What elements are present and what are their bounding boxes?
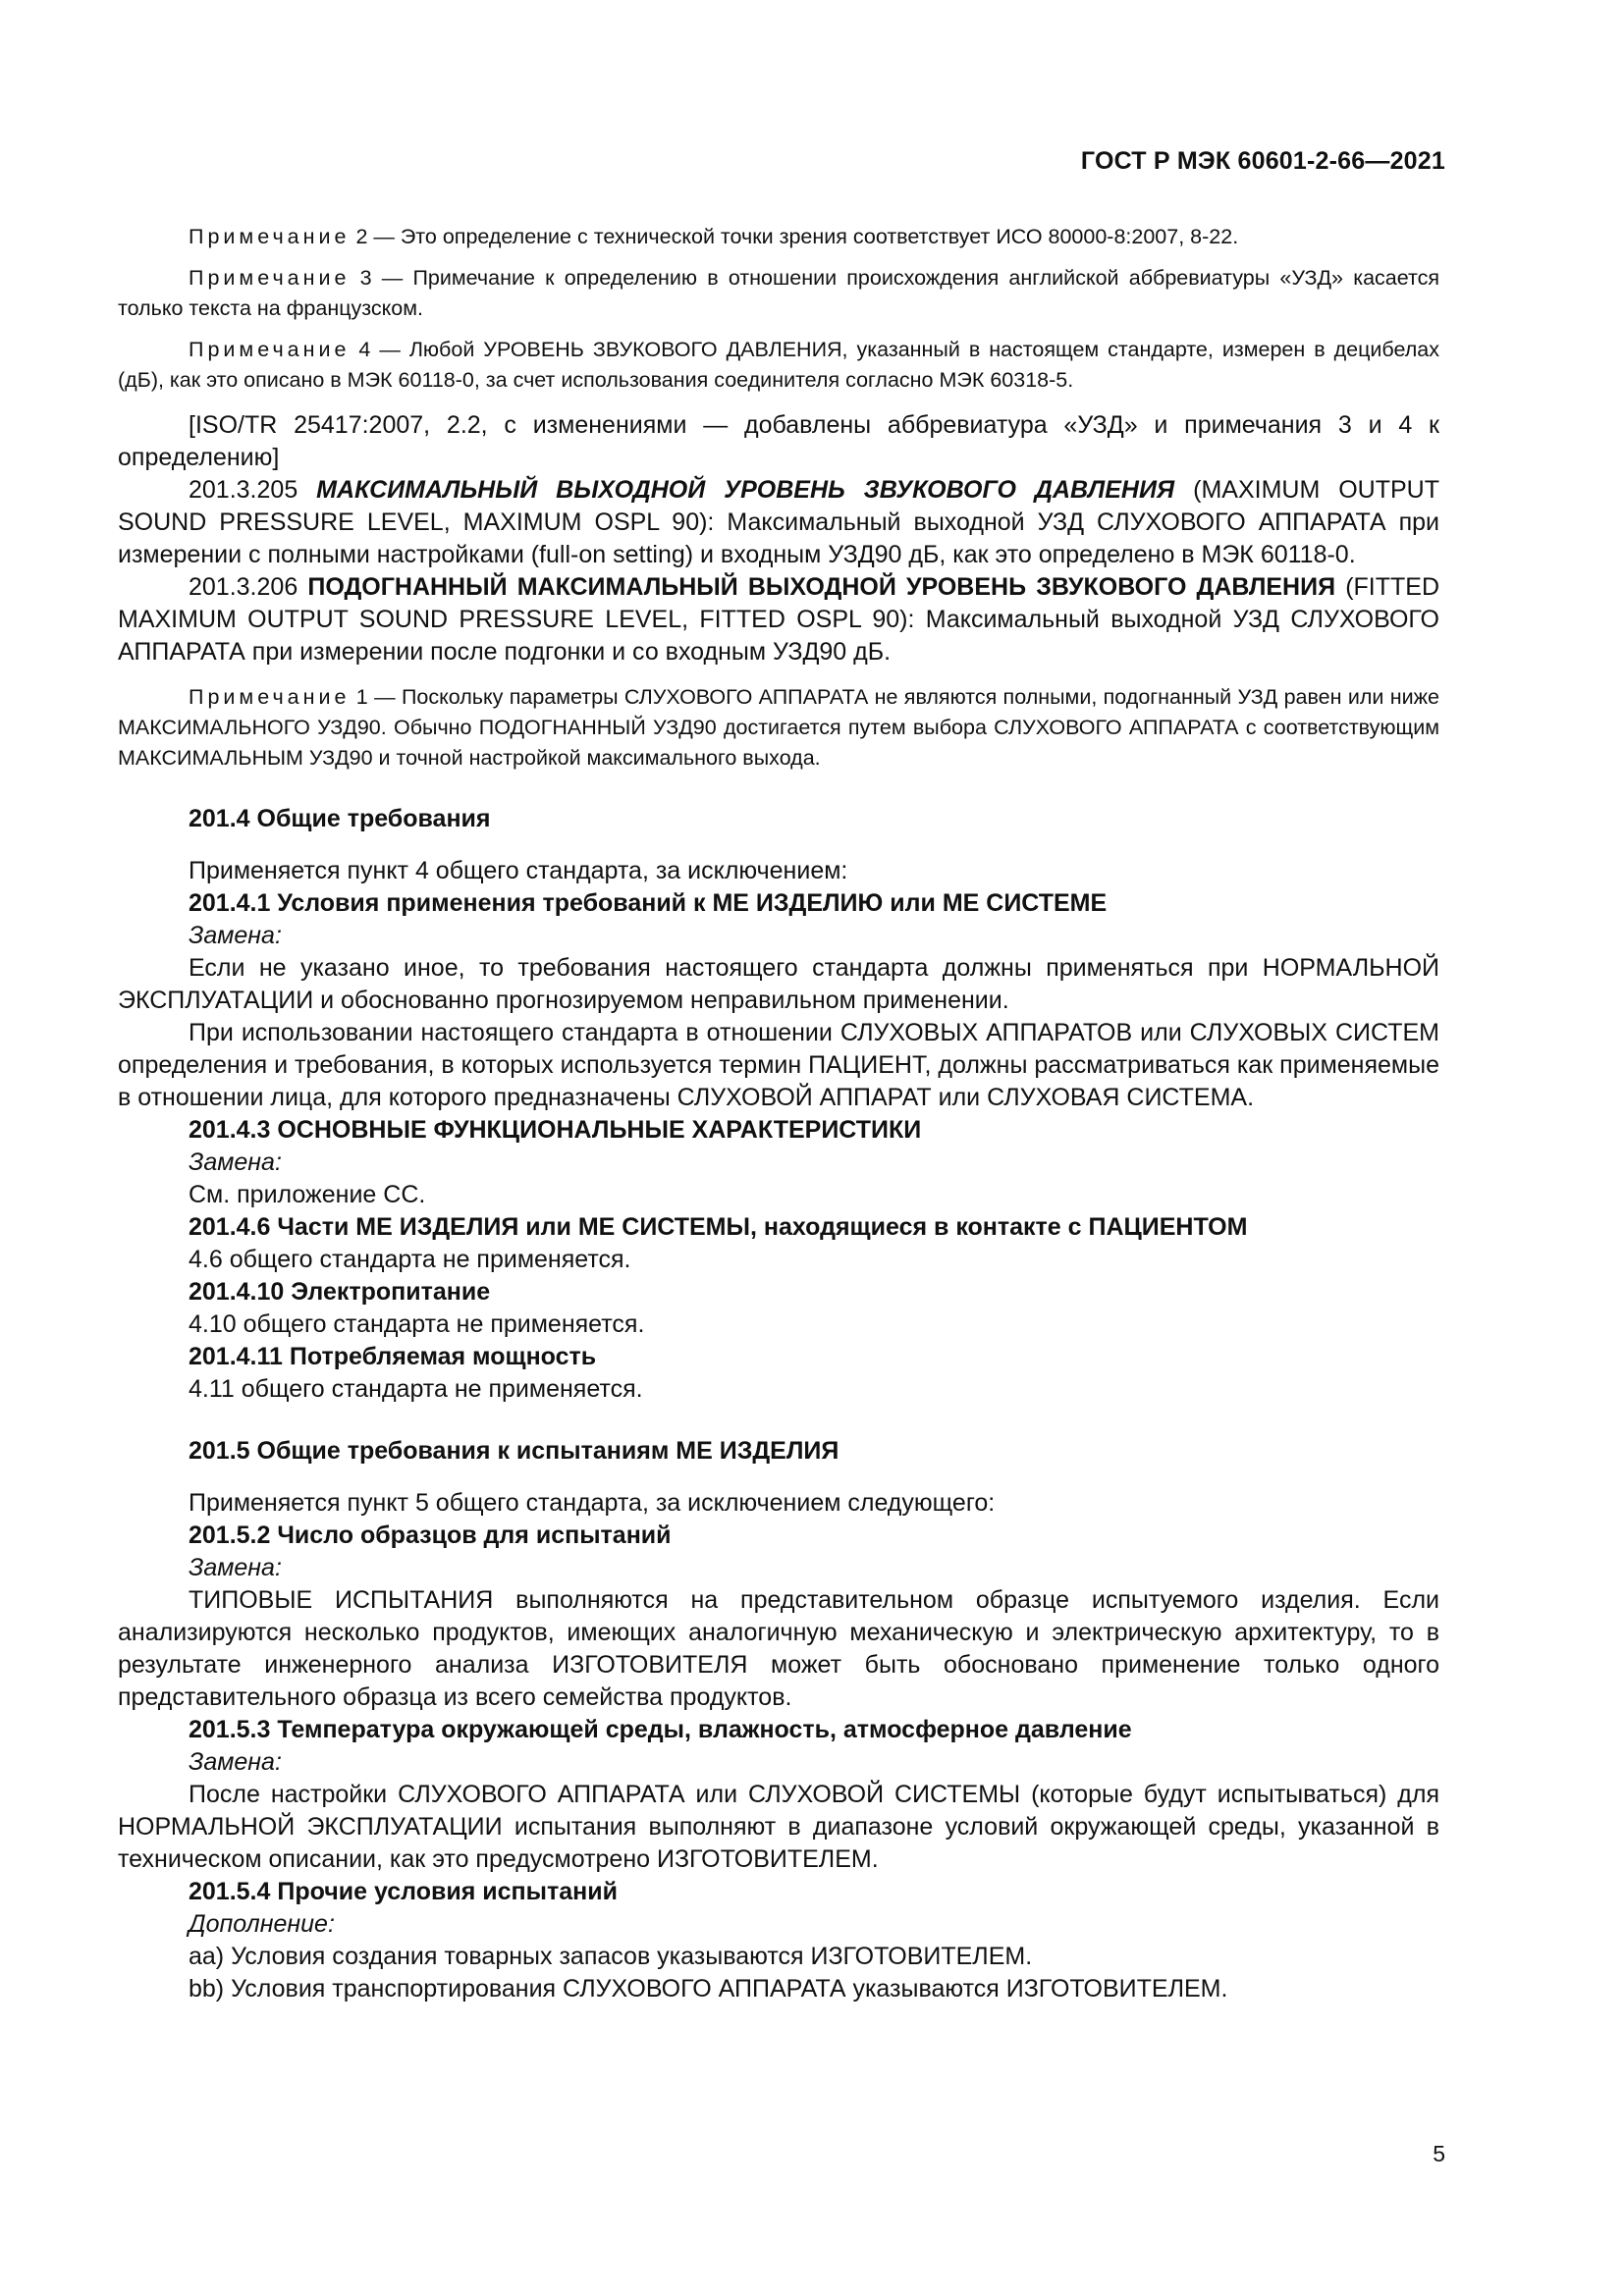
section-201-4-3-para: См. приложение СС.: [189, 1181, 426, 1208]
section-201-4-10-title: 201.4.10 Электропитание: [189, 1278, 491, 1306]
replacement-label: Замена:: [189, 1148, 282, 1176]
source-reference: [ISO/TR 25417:2007, 2.2, с изменениями — добавлены аббревиатура «УЗД» и примечания 3 и 4 к определению]: [118, 411, 1439, 471]
note-label: Примечание: [189, 225, 351, 248]
section-201-5-intro: Применяется пункт 5 общего стандарта, за исключением следующего:: [189, 1489, 996, 1517]
replacement-label: Замена:: [189, 922, 282, 949]
note-206-1: Примечание 1 — Поскольку параметры СЛУХОВОГО АППАРАТА не являются полными, подогнанный УЗД равен или ниже МАКСИМАЛЬНОГО УЗД90. Обычно ПОДОГНАННЫЙ УЗД90 достигается путем выбора СЛУХОВОГО АППАРАТА с соответствующим МАКСИМАЛЬНЫМ УЗД90 и точной настройкой максимального выхода.: [118, 685, 1439, 770]
page-number: 5: [1433, 2141, 1445, 2166]
section-201-4-6-para: 4.6 общего стандарта не применяется.: [189, 1246, 631, 1273]
note-label: Примечание: [189, 266, 351, 290]
note-label: Примечание: [189, 338, 351, 361]
section-201-5-4-title: 201.5.4 Прочие условия испытаний: [189, 1878, 618, 1905]
note-3: Примечание 3 — Примечание к определению в отношении происхождения английской аббревиатуры «УЗД» касается только текста на французском.: [118, 266, 1439, 320]
section-201-4-title: 201.4 Общие требования: [189, 805, 491, 832]
document-header: ГОСТ Р МЭК 60601-2-66—2021: [1080, 147, 1445, 175]
section-201-4-1-para-2: При использовании настоящего стандарта в отношении СЛУХОВЫХ АППАРАТОВ или СЛУХОВЫХ СИСТЕМ определения и требования, в которых используется термин ПАЦИЕНТ, должны рассматриваться как применяемые в отношении лица, для которого предназначены СЛУХОВОЙ АППАРАТ или СЛУХОВАЯ СИСТЕМА.: [118, 1019, 1439, 1111]
section-201-5-2-title: 201.5.2 Число образцов для испытаний: [189, 1522, 672, 1549]
section-201-4-intro: Применяется пункт 4 общего стандарта, за исключением:: [189, 857, 848, 884]
section-201-4-3-title: 201.4.3 ОСНОВНЫЕ ФУНКЦИОНАЛЬНЫЕ ХАРАКТЕРИСТИКИ: [189, 1116, 922, 1144]
term: МАКСИМАЛЬНЫЙ ВЫХОДНОЙ УРОВЕНЬ ЗВУКОВОГО ДАВЛЕНИЯ: [316, 476, 1175, 504]
definition-201-3-205: 201.3.205 МАКСИМАЛЬНЫЙ ВЫХОДНОЙ УРОВЕНЬ ЗВУКОВОГО ДАВЛЕНИЯ (MAXIMUM OUTPUT SOUND PRESSURE LEVEL, MAXIMUM OSPL 90): Максимальный выходной УЗД СЛУХОВОГО АППАРАТА при измерении с полными настройками (full-on setting) и входным УЗД90 дБ, как это определено в МЭК 60118-0.: [118, 476, 1439, 568]
section-201-4-1-title: 201.4.1 Условия применения требований к МЕ ИЗДЕЛИЮ или МЕ СИСТЕМЕ: [189, 889, 1108, 917]
replacement-label: Замена:: [189, 1748, 282, 1776]
section-201-5-title: 201.5 Общие требования к испытаниям МЕ ИЗДЕЛИЯ: [189, 1437, 839, 1465]
section-201-4-10-para: 4.10 общего стандарта не применяется.: [189, 1310, 645, 1338]
list-item-aa: aa) Условия создания товарных запасов указываются ИЗГОТОВИТЕЛЕМ.: [189, 1943, 1033, 1970]
section-201-5-3-title: 201.5.3 Температура окружающей среды, влажность, атмосферное давление: [189, 1716, 1132, 1743]
section-201-4-11-title: 201.4.11 Потребляемая мощность: [189, 1343, 597, 1370]
section-201-4-6-title: 201.4.6 Части МЕ ИЗДЕЛИЯ или МЕ СИСТЕМЫ, находящиеся в контакте с ПАЦИЕНТОМ: [189, 1213, 1248, 1241]
definition-201-3-206: 201.3.206 ПОДОГНАННЫЙ МАКСИМАЛЬНЫЙ ВЫХОДНОЙ УРОВЕНЬ ЗВУКОВОГО ДАВЛЕНИЯ (FITTED MAXIMUM OUTPUT SOUND PRESSURE LEVEL, FITTED OSPL 90): Максимальный выходной УЗД СЛУХОВОГО АППАРАТА при измерении после подгонки и со входным УЗД90 дБ.: [118, 573, 1440, 666]
note-4: Примечание 4 — Любой УРОВЕНЬ ЗВУКОВОГО ДАВЛЕНИЯ, указанный в настоящем стандарте, измерен в децибелах (дБ), как это описано в МЭК 60118-0, за счет использования соединителя согласно МЭК 60318-5.: [118, 338, 1439, 392]
section-201-4-1-para-1: Если не указано иное, то требования настоящего стандарта должны применяться при НОРМАЛЬНОЙ ЭКСПЛУАТАЦИИ и обоснованно прогнозируемом неправильном применении.: [118, 954, 1439, 1014]
page-content: [118, 222, 1439, 2005]
replacement-label: Замена:: [189, 1554, 282, 1581]
section-201-4-11-para: 4.11 общего стандарта не применяется.: [189, 1375, 643, 1403]
addition-label: Дополнение:: [189, 1910, 335, 1938]
term: ПОДОГНАННЫЙ МАКСИМАЛЬНЫЙ ВЫХОДНОЙ УРОВЕНЬ ЗВУКОВОГО ДАВЛЕНИЯ: [307, 573, 1336, 601]
section-201-5-2-para: ТИПОВЫЕ ИСПЫТАНИЯ выполняются на представительном образце испытуемого изделия. Если анализируются несколько продуктов, имеющих аналогичную механическую и электрическую архитектуру, то в результате инженерного анализа ИЗГОТОВИТЕЛЯ может быть обосновано применение только одного представительного образца из всего семейства продуктов.: [118, 1586, 1439, 1711]
section-201-5-3-para: После настройки СЛУХОВОГО АППАРАТА или СЛУХОВОЙ СИСТЕМЫ (которые будут испытываться) для НОРМАЛЬНОЙ ЭКСПЛУАТАЦИИ испытания выполняют в диапазоне условий окружающей среды, указанной в техническом описании, как это предусмотрено ИЗГОТОВИТЕЛЕМ.: [118, 1781, 1439, 1873]
list-item-bb: bb) Условия транспортирования СЛУХОВОГО АППАРАТА указываются ИЗГОТОВИТЕЛЕМ.: [189, 1975, 1228, 2002]
note-label: Примечание: [189, 685, 351, 709]
note-2: Примечание 2 — Это определение с технической точки зрения соответствует ИСО 80000-8:2007, 8-22.: [189, 225, 1239, 248]
